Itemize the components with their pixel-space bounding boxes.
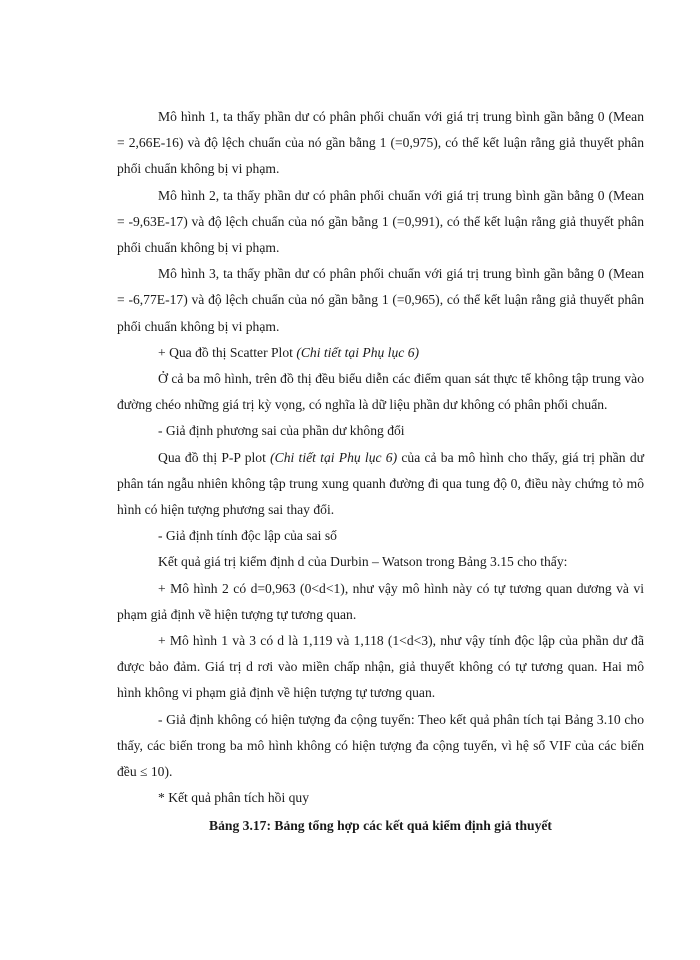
paragraph-model3: Mô hình 3, ta thấy phần dư có phân phối chuẩn với giá trị trung bình gần bằng 0 (Mean = -6,77E-17) và độ lệch chuẩn của nó gần bằng 1 (=0,965), có thể kết luận rằng giả thuyết phân phối chuẩn không bị vi phạm.: [117, 266, 644, 334]
pp-appendix-ref: (Chi tiết tại Phụ lục 6): [270, 449, 398, 465]
variance-heading: - Giả định phương sai của phần dư không đổi: [158, 423, 405, 439]
paragraph-multicollinearity: - Giả định không có hiện tượng đa cộng tuyến: Theo kết quả phân tích tại Bảng 3.10 cho thấy, các biến trong ba mô hình không có hiện tượng đa cộng tuyến, vì hệ số VIF của các biến đều ≤ 10).: [117, 711, 644, 780]
paragraph-scatter: Ở cả ba mô hình, trên đồ thị đều biểu diễn các điểm quan sát thực tế không tập trung vào đường chéo những giá trị kỳ vọng, có nghĩa là dữ liệu phần dư không có phân phối chuẩn.: [117, 371, 644, 413]
pp-rest: của cả ba mô hình cho thấy, giá trị phần dư phân tán ngẫu nhiên không tập trung xung quanh đường đi qua tung độ 0, điều này chứng tỏ mô hình có hiện tượng phương sai thay đổi.: [117, 449, 644, 518]
table-caption: Bảng 3.17: Bảng tổng hợp các kết quả kiểm định giả thuyết: [209, 818, 552, 834]
scatter-appendix-ref: (Chi tiết tại Phụ lục 6): [296, 344, 420, 360]
scatter-prefix: + Qua đồ thị Scatter Plot: [158, 344, 297, 360]
paragraph-model13-dw: + Mô hình 1 và 3 có d là 1,119 và 1,118 (1<d<3), như vậy tính độc lập của phần dư đã được bảo đảm. Giá trị d rơi vào miền chấp nhận, giả thuyết không có tự tương quan. Hai mô hình không vi phạm giả định về hiện tượng tự tương quan.: [117, 633, 644, 701]
independence-heading: - Giả định tính độc lập của sai số: [158, 528, 337, 544]
document-page: [117, 104, 644, 840]
regression-heading: * Kết quả phân tích hồi quy: [158, 790, 310, 806]
paragraph-model2-dw: + Mô hình 2 có d=0,963 (0<d<1), như vậy mô hình này có tự tương quan dương và vi phạm giả định về hiện tượng tự tương quan.: [117, 580, 644, 622]
paragraph-model1: Mô hình 1, ta thấy phần dư có phân phối chuẩn với giá trị trung bình gần bằng 0 (Mean = 2,66E-16) và độ lệch chuẩn của nó gần bằng 1 (=0,975), có thể kết luận rằng giả thuyết phân phối chuẩn không bị vi phạm.: [117, 109, 644, 177]
paragraph-model2: Mô hình 2, ta thấy phần dư có phân phối chuẩn với giá trị trung bình gần bằng 0 (Mean = -9,63E-17) và độ lệch chuẩn của nó gần bằng 1 (=0,991), có thể kết luận rằng giả thuyết phân phối chuẩn không bị vi phạm.: [117, 187, 644, 256]
pp-prefix: Qua đồ thị P-P plot: [158, 449, 271, 465]
paragraph-pp-plot: [117, 445, 644, 524]
durbin-watson-intro: Kết quả giá trị kiểm định d của Durbin – Watson trong Bảng 3.15 cho thấy:: [158, 554, 568, 570]
scatter-plot-heading: [117, 340, 644, 366]
